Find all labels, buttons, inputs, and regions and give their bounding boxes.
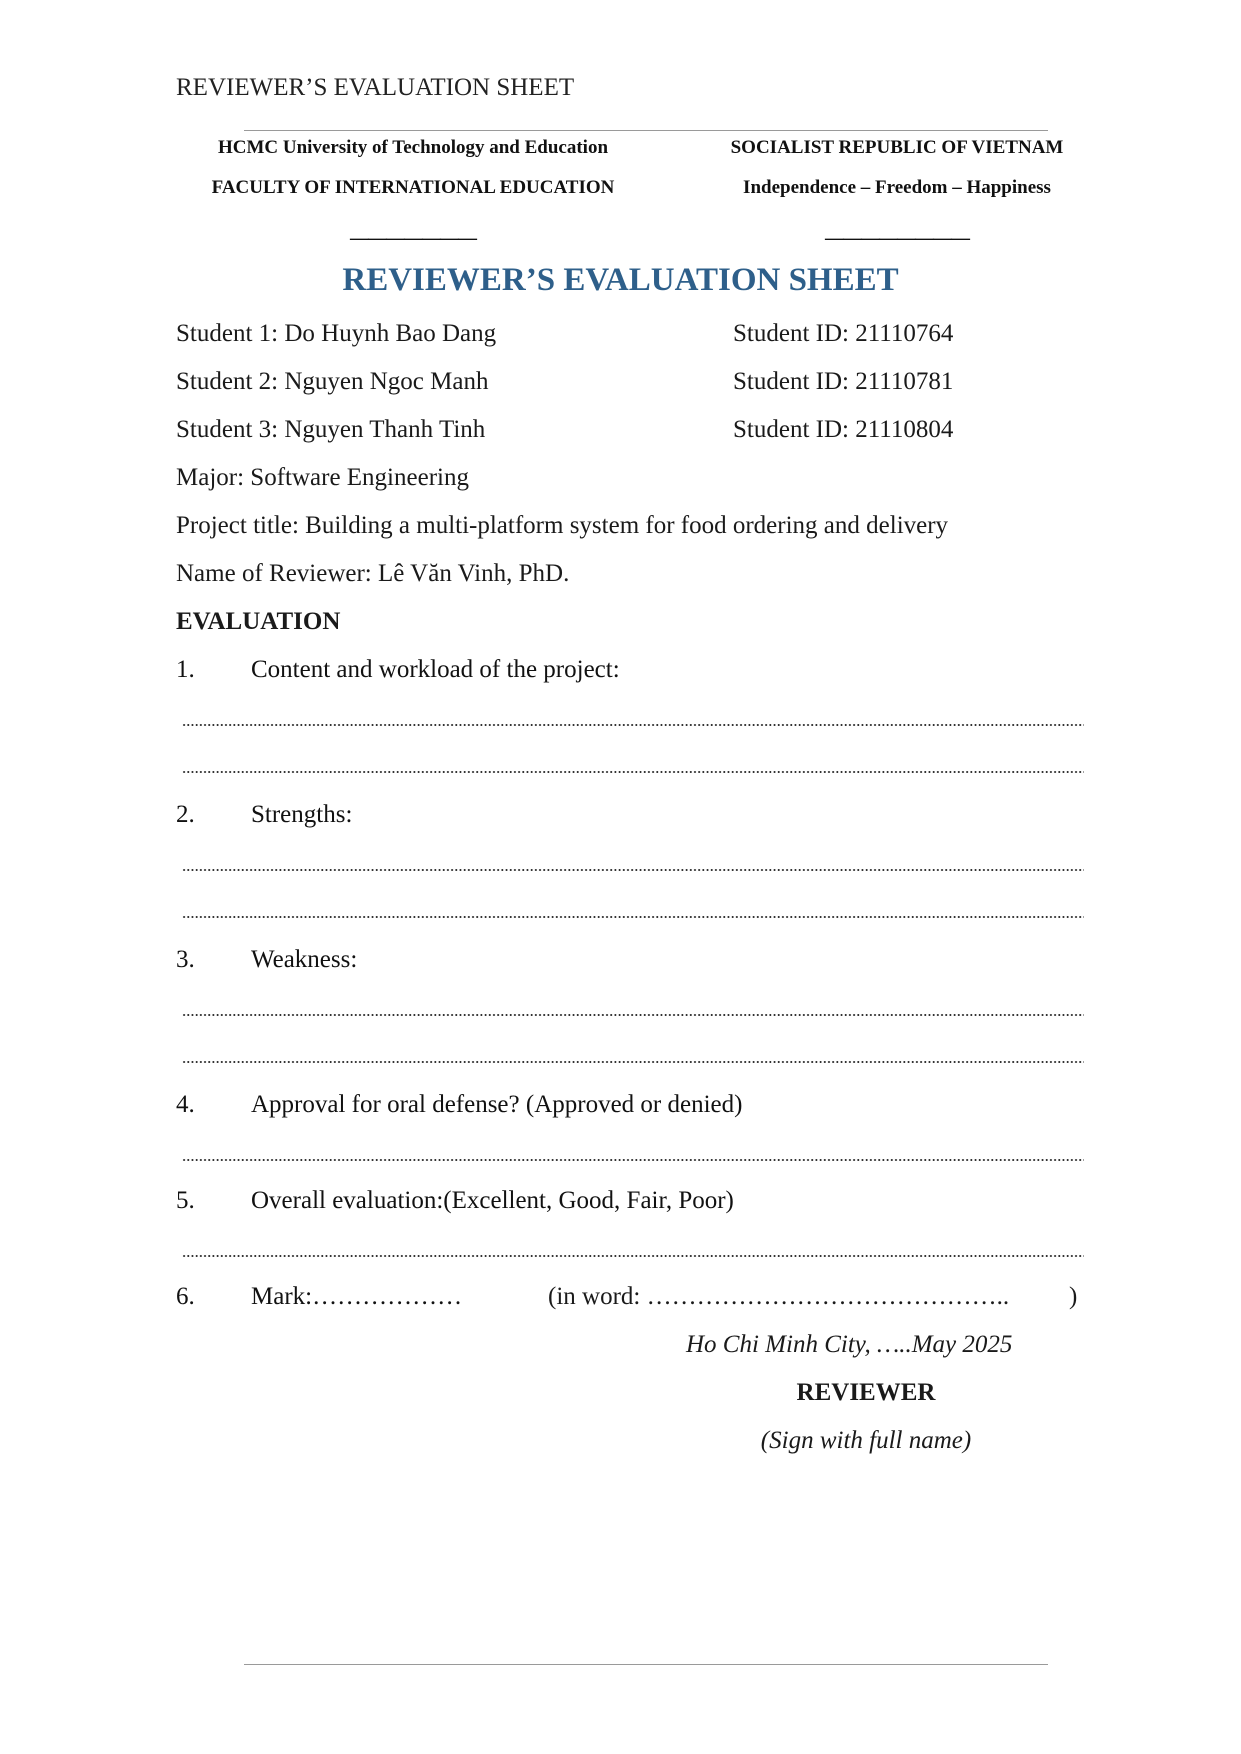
student-3-name: Student 3: Nguyen Thanh Tinh [176, 416, 486, 443]
student-2-id: Student ID: 21110781 [733, 368, 954, 395]
reviewer-role: REVIEWER [796, 1379, 936, 1406]
signature-note: (Sign with full name) [760, 1427, 972, 1454]
student-1-name: Student 1: Do Huynh Bao Dang [176, 320, 497, 347]
item-2-number: 2. [176, 801, 195, 828]
item-5-dotted-line [182, 1253, 1084, 1259]
left-header-dash: ——————— [350, 228, 476, 249]
footer-rule [244, 1664, 1048, 1665]
mark-field: Mark:……………… [251, 1283, 463, 1310]
item-5-label: Overall evaluation:(Excellent, Good, Fair, Poor) [251, 1187, 734, 1214]
project-title: Project title: Building a multi-platform system for food ordering and delivery [176, 512, 949, 539]
student-3-id: Student ID: 21110804 [733, 416, 954, 443]
mark-in-word-close: ) [1069, 1283, 1078, 1310]
item-6-number: 6. [176, 1283, 195, 1310]
faculty-name: FACULTY OF INTERNATIONAL EDUCATION [211, 177, 615, 198]
item-3-dotted-line-2 [182, 1059, 1084, 1065]
mark-in-word-field: (in word: …………………………………….. [548, 1283, 1010, 1310]
item-3-dotted-line-1 [182, 1012, 1084, 1018]
reviewer-name: Name of Reviewer: Lê Văn Vinh, PhD. [176, 560, 570, 587]
major: Major: Software Engineering [176, 464, 469, 491]
republic-name: SOCIALIST REPUBLIC OF VIETNAM [730, 137, 1064, 158]
place-date: Ho Chi Minh City, …..May 2025 [686, 1331, 1013, 1358]
student-2-name: Student 2: Nguyen Ngoc Manh [176, 368, 489, 395]
item-1-number: 1. [176, 656, 195, 683]
item-4-number: 4. [176, 1091, 195, 1118]
item-3-number: 3. [176, 946, 195, 973]
item-1-dotted-line-1 [182, 722, 1084, 728]
item-3-label: Weakness: [251, 946, 358, 973]
item-4-label: Approval for oral defense? (Approved or denied) [251, 1091, 743, 1118]
page-title: REVIEWER’S EVALUATION SHEET [342, 262, 899, 298]
item-2-label: Strengths: [251, 801, 353, 828]
evaluation-heading: EVALUATION [176, 608, 341, 635]
item-4-dotted-line [182, 1157, 1084, 1163]
national-motto: Independence – Freedom – Happiness [743, 177, 1051, 198]
item-1-label: Content and workload of the project: [251, 656, 620, 683]
header-rule [244, 130, 1048, 131]
running-header: REVIEWER’S EVALUATION SHEET [176, 74, 575, 101]
item-1-dotted-line-2 [182, 769, 1084, 775]
item-5-number: 5. [176, 1187, 195, 1214]
university-name: HCMC University of Technology and Education [217, 137, 609, 158]
item-2-dotted-line-1 [182, 867, 1084, 873]
item-2-dotted-line-2 [182, 914, 1084, 920]
student-1-id: Student ID: 21110764 [733, 320, 954, 347]
right-header-dash: ———————— [825, 228, 969, 249]
